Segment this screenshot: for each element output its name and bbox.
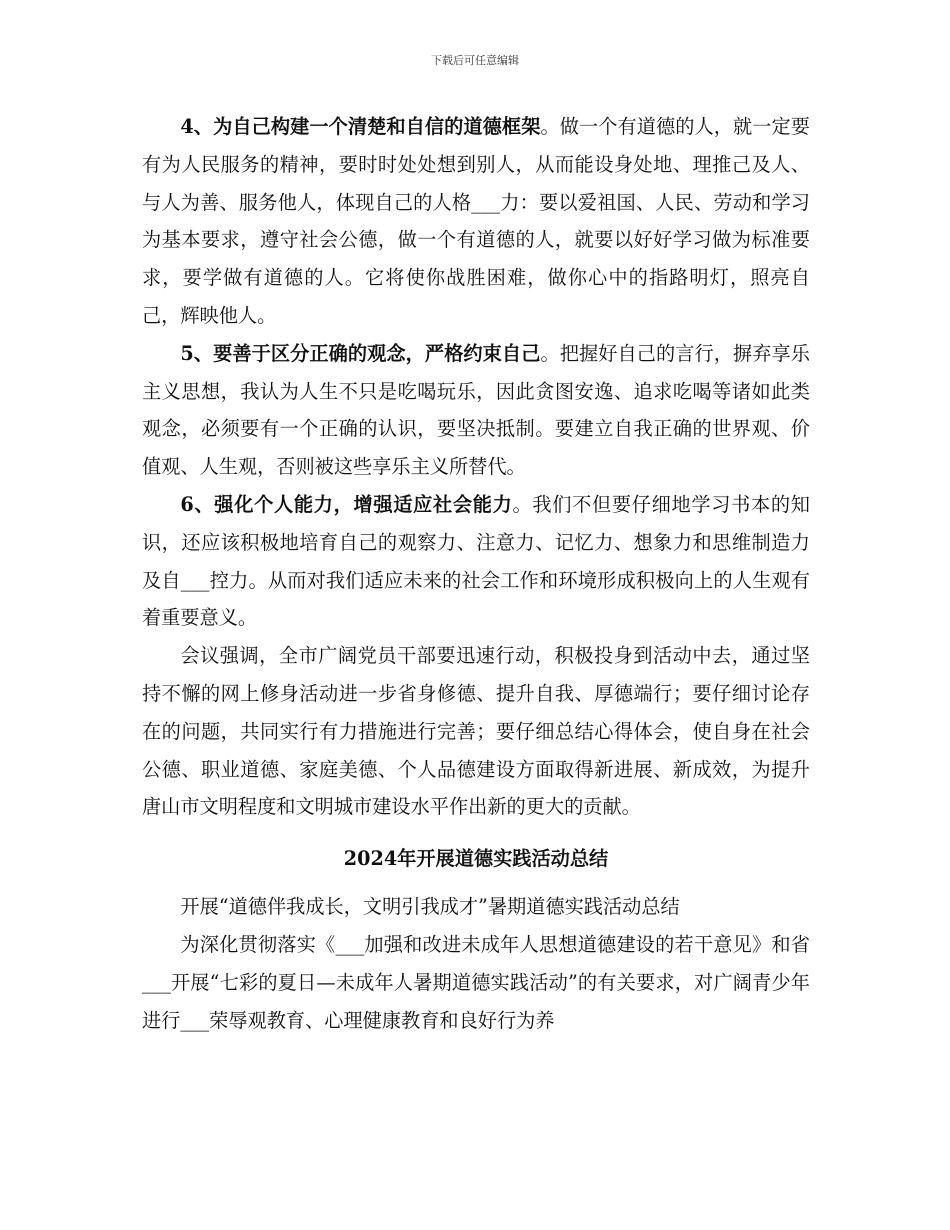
paragraph-6-body: 。我们不但要仔细地学习书本的知识，还应该积极地培育自己的观察力、注意力、记忆力、想象力和思维制造力及自___控力。从而对我们适应未来的社会工作和环境形成积极向上的人生观有着重要意义。 bbox=[142, 492, 810, 630]
document-body bbox=[142, 108, 810, 1039]
meeting-paragraph-body: 会议强调，全市广阔党员干部要迅速行动，积极投身到活动中去，通过坚持不懈的网上修身活动进一步省身修德、提升自我、厚德端行；要仔细讨论存在的问题，共同实行有力措施进行完善；要仔细总结心得体会，使自身在社会公德、职业道德、家庭美德、个人品德建设方面取得新进展、新成效，为提升唐山市文明程度和文明城市建设水平作出新的更大的贡献。 bbox=[142, 644, 810, 819]
paragraph-5-body: 。把握好自己的言行，摒弃享乐主义思想，我认为人生不只是吃喝玩乐，因此贪图安逸、追求吃喝等诸如此类观念，必须要有一个正确的认识，要坚决抵制。要建立自我正确的世界观、价值观、人生观，否则被这些享乐主义所替代。 bbox=[142, 341, 810, 479]
paragraph-4-lead: 4、为自己构建一个清楚和自信的道德框架 bbox=[180, 115, 541, 138]
section-title: 2024年开展道德实践活动总结 bbox=[343, 847, 609, 871]
paragraph-6 bbox=[142, 486, 810, 637]
paragraph-4 bbox=[142, 108, 810, 335]
paragraph-6-lead: 6、强化个人能力，增强适应社会能力 bbox=[180, 492, 513, 516]
paragraph-5 bbox=[142, 335, 810, 486]
paragraph-5-lead: 5、要善于区分正确的观念，严格约束自己 bbox=[180, 341, 541, 365]
paragraph-4-body: 。做一个有道德的人，就一定要有为人民服务的精神，要时时处处想到别人，从而能设身处地、理推己及人、与人为善、服务他人，体现自己的人格___力：要以爱祖国、人民、劳动和学习为基本要求，遵守社会公德，做一个有道德的人，就要以好好学习做为标准要求，要学做有道德的人。它将使你战胜困难，做你心中的指路明灯，照亮自己，辉映他人。 bbox=[142, 115, 810, 327]
section-subtitle-paragraph: 开展“道德伴我成长，文明引我成才”暑期道德实践活动总结 bbox=[180, 895, 680, 919]
page-header-note: 下载后可任意编辑 bbox=[431, 54, 519, 67]
meeting-paragraph bbox=[142, 637, 810, 826]
section-intro-paragraph: 为深化贯彻落实《___加强和改进未成年人思想道德建设的若干意见》和省___开展“七彩的夏日—未成年人暑期道德实践活动”的有关要求，对广阔青少年进行___荣辱观教育、心理健康教育和良好行为养 bbox=[142, 932, 810, 1032]
